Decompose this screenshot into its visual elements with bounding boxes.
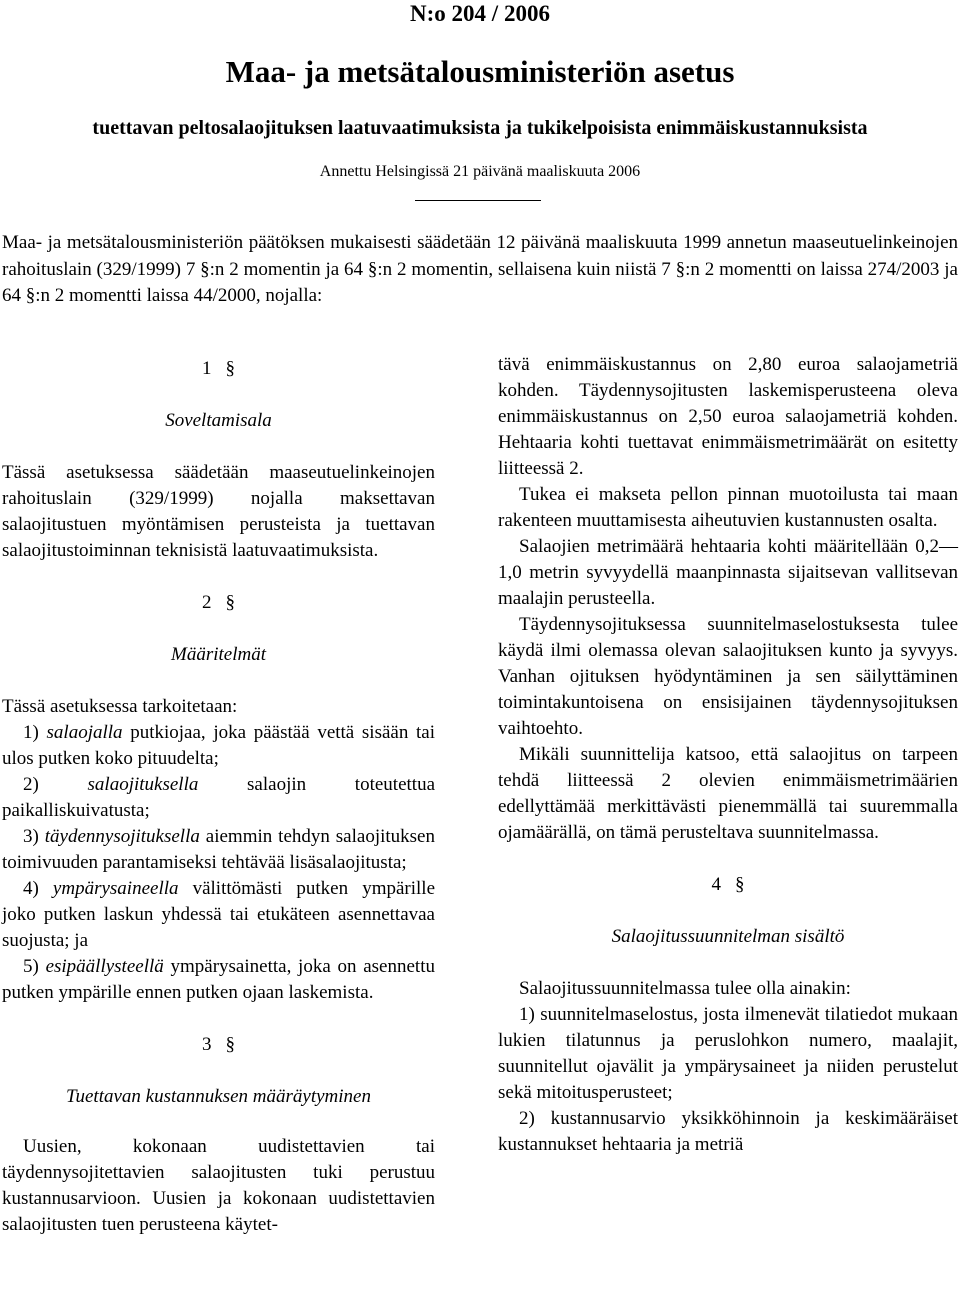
left-column	[2, 352, 435, 1238]
definition-item: 1) salaojalla putkiojaa, joka päästää vettä sisään tai ulos putken koko pituudelta;	[2, 722, 436, 769]
section-2-number: 2 §	[202, 592, 235, 613]
section-3-paragraph: Tukea ei makseta pellon pinnan muotoilusta tai maan rakenteen muuttamisesta aiheutuvien kustannusten osalta.	[498, 484, 958, 531]
section-3-number: 3 §	[202, 1034, 235, 1055]
section-4-intro: Salaojitussuunnitelmassa tulee olla ainakin:	[519, 978, 851, 999]
document-title: Maa- ja metsätalousministeriön asetus	[225, 54, 735, 89]
section-4-heading: Salaojitussuunnitelman sisältö	[611, 926, 845, 947]
content-item: 2) kustannusarvio yksikköhinnoin ja keskimääräiset kustannukset hehtaaria ja metriä	[498, 1108, 958, 1155]
content-item: 1) suunnitelmaselostus, josta ilmenevät tilatiedot mukaan lukien tilatunnus ja peruslohkon numero, maalajit, suunnitellut ojavälit ja ympärysaineet ja niiden perustelut sekä mitoitusperusteet;	[498, 1004, 958, 1103]
section-3-heading: Tuettavan kustannuksen määräytyminen	[65, 1086, 371, 1107]
section-4-number: 4 §	[711, 874, 745, 895]
section-2-heading: Määritelmät	[171, 644, 266, 665]
right-column	[498, 352, 958, 1158]
section-2-intro: Tässä asetuksessa tarkoitetaan:	[2, 696, 238, 717]
definition-item: 2) salaojituksella salaojin toteutettua paikalliskuivatusta;	[2, 774, 436, 821]
section-1-heading: Soveltamisala	[165, 410, 272, 431]
document-number: N:o 204 / 2006	[410, 1, 550, 26]
section-3-text: Uusien, kokonaan uudistettavien tai täydennysojitettavien salaojitusten tuki perustuu kustannusarvioon. Uusien ja kokonaan uudistettavien salaojitusten tuen perusteena käytet-	[2, 1136, 435, 1235]
section-1-number: 1 §	[202, 358, 235, 379]
document-subtitle: tuettavan peltosalaojituksen laatuvaatimuksista ja tukikelpoisista enimmäiskustannuksista	[92, 117, 868, 139]
issued-date-line: Annettu Helsingissä 21 päivänä maaliskuuta 2006	[319, 163, 641, 180]
section-3-paragraph: Salaojien metrimäärä hehtaaria kohti määritellään 0,2—1,0 metrin syvyydellä maanpinnasta sijaitsevan vallitsevan maalajin perusteella.	[498, 536, 958, 609]
separator-rule	[415, 200, 541, 201]
section-1-text: Tässä asetuksessa säädetään maaseutuelinkeinojen rahoituslain (329/1999) nojalla maksettavan salaojitustuen myöntämisen perusteista ja tuettavan salaojitustoiminnan teknisistä laatuvaatimuksista.	[2, 462, 435, 561]
section-3-continuation: tävä enimmäiskustannus on 2,80 euroa salaojametriä kohden. Täydennysojitusten laskemisperusteena oleva enimmäiskustannus on 2,50 euroa salaojametriä kohden. Hehtaaria kohti tuettavat enimmäismetrimäärät on esitetty liitteessä 2.	[498, 354, 958, 479]
preamble: Maa- ja metsätalousministeriön päätöksen mukaisesti säädetään 12 päivänä maaliskuuta 1999 annetun maaseutuelinkeinojen rahoituslain (329/1999) 7 §:n 2 momentin ja 64 §:n 2 momentin, sellaisena kuin niistä 7 §:n 2 momentti on laissa 274/2003 ja 64 §:n 2 momentti laissa 44/2000, nojalla:	[2, 232, 958, 307]
definition-item: 5) esipäällysteellä ympärysainetta, joka on asennettu putken ympärille ennen putken ojaan laskemista.	[2, 956, 435, 1003]
section-3-paragraph: Mikäli suunnittelija katsoo, että salaojitus on tarpeen tehdä liitteessä 2 olevien enimmäismetrimäärien edellyttämää merkittävästi pienemmällä tai suuremmalla ojamäärällä, on tämä perusteltava suunnitelmassa.	[498, 744, 958, 843]
definition-item: 4) ympärysaineella välittömästi putken ympärille joko putken laskun yhdessä tai etukäteen asennettavaa suojusta; ja	[2, 878, 436, 951]
definition-item: 3) täydennysojituksella aiemmin tehdyn salaojituksen toimivuuden parantamiseksi tehtävää lisäsalaojitusta;	[2, 826, 435, 873]
section-3-paragraph: Täydennysojituksessa suunnitelmaselostuksesta tulee käydä ilmi olemassa olevan salaojituksen kunto ja syvyys. Vanhan ojituksen hyödyntäminen ja sen säilyttäminen toimintakuntoisena on ensisijainen täydennysojituksen vaihtoehto.	[498, 614, 958, 739]
